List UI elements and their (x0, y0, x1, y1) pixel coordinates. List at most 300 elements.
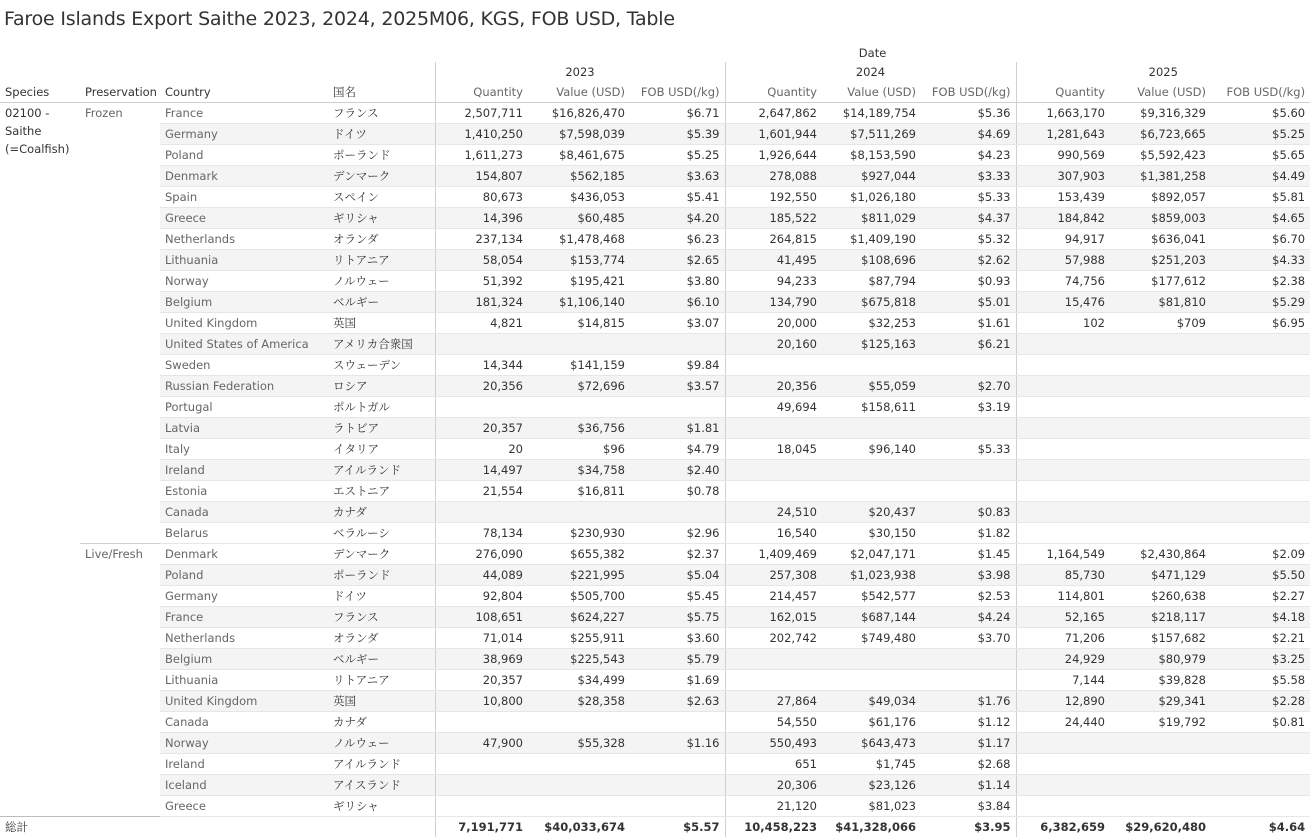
value-cell-2023: $16,811 (528, 481, 630, 502)
fob-cell-2023 (630, 397, 725, 418)
total-fob-2025: $4.64 (1211, 817, 1310, 837)
value-cell-2024: $8,153,590 (822, 145, 921, 166)
fob-cell-2024: $1.61 (921, 313, 1016, 334)
table-row (0, 460, 1310, 481)
species-label-line: (=Coalfish) (5, 140, 75, 158)
fob-cell-2024: $4.69 (921, 124, 1016, 145)
country-cell: Greece (160, 208, 328, 229)
value-cell-2024 (822, 481, 921, 502)
value-cell-2023: $1,478,468 (528, 229, 630, 250)
year-header-2025: 2025 (1016, 62, 1310, 82)
quantity-cell-2024: 202,742 (725, 628, 822, 649)
table-body (0, 103, 1310, 837)
quantity-cell-2025: 1,281,643 (1016, 124, 1110, 145)
total-quantity-2025: 6,382,659 (1016, 817, 1110, 837)
jp-name-cell: デンマーク (328, 166, 435, 187)
fob-cell-2024: $2.62 (921, 250, 1016, 271)
fob-cell-2023: $1.16 (630, 733, 725, 754)
jp-name-cell: アイルランド (328, 460, 435, 481)
fob-cell-2025: $5.81 (1211, 187, 1310, 208)
jp-name-cell: ロシア (328, 376, 435, 397)
value-cell-2023: $624,227 (528, 607, 630, 628)
quantity-cell-2024: 27,864 (725, 691, 822, 712)
quantity-cell-2023: 14,396 (435, 208, 528, 229)
page-title: Faroe Islands Export Saithe 2023, 2024, 2025M06, KGS, FOB USD, Table (4, 8, 675, 30)
country-column-header: Country (160, 82, 328, 103)
total-fob-2023: $5.57 (630, 817, 725, 837)
country-cell: Canada (160, 502, 328, 523)
table-row (0, 628, 1310, 649)
jp-name-cell: スペイン (328, 187, 435, 208)
fob-cell-2024: $1.45 (921, 544, 1016, 565)
value-cell-2023: $16,826,470 (528, 103, 630, 124)
quantity-cell-2023 (435, 754, 528, 775)
quantity-cell-2023: 4,821 (435, 313, 528, 334)
fob-cell-2025 (1211, 397, 1310, 418)
table-row (0, 607, 1310, 628)
country-cell: Canada (160, 712, 328, 733)
value-cell-2025: $1,381,258 (1110, 166, 1211, 187)
fob-cell-2024: $0.93 (921, 271, 1016, 292)
quantity-cell-2023: 20 (435, 439, 528, 460)
table-row (0, 565, 1310, 586)
fob-cell-2025: $0.81 (1211, 712, 1310, 733)
header-column-row (0, 82, 1310, 103)
jp-name-cell: オランダ (328, 628, 435, 649)
value-cell-2023 (528, 754, 630, 775)
country-cell: Netherlands (160, 229, 328, 250)
value-cell-2023 (528, 397, 630, 418)
value-cell-2025 (1110, 523, 1211, 544)
value-cell-2024: $811,029 (822, 208, 921, 229)
country-cell: France (160, 103, 328, 124)
quantity-cell-2025: 57,988 (1016, 250, 1110, 271)
table-row (0, 103, 1310, 124)
quantity-cell-2023: 181,324 (435, 292, 528, 313)
fob-cell-2023: $5.79 (630, 649, 725, 670)
fob-cell-2023: $5.04 (630, 565, 725, 586)
jp-name-cell: ポーランド (328, 565, 435, 586)
fob-cell-2023: $2.96 (630, 523, 725, 544)
jp-name-cell: ギリシャ (328, 208, 435, 229)
table-row (0, 691, 1310, 712)
country-cell: Portugal (160, 397, 328, 418)
quantity-cell-2025: 15,476 (1016, 292, 1110, 313)
value-cell-2024 (822, 460, 921, 481)
value-cell-2023: $14,815 (528, 313, 630, 334)
jp-name-column-header: 国名 (328, 82, 435, 103)
quantity-cell-2025: 94,917 (1016, 229, 1110, 250)
fob-cell-2023: $3.57 (630, 376, 725, 397)
fob-cell-2025: $5.58 (1211, 670, 1310, 691)
fob-cell-2024: $2.68 (921, 754, 1016, 775)
country-cell: Denmark (160, 166, 328, 187)
total-value-2024: $41,328,066 (822, 817, 921, 837)
quantity-cell-2025: 1,164,549 (1016, 544, 1110, 565)
table-row (0, 523, 1310, 544)
table-row (0, 124, 1310, 145)
quantity-cell-2024 (725, 481, 822, 502)
quantity-cell-2023 (435, 712, 528, 733)
country-cell: Poland (160, 565, 328, 586)
fob-cell-2023: $5.25 (630, 145, 725, 166)
value-cell-2023: $7,598,039 (528, 124, 630, 145)
value-cell-2025: $6,723,665 (1110, 124, 1211, 145)
quantity-cell-2024: 192,550 (725, 187, 822, 208)
country-cell: United Kingdom (160, 691, 328, 712)
fob-cell-2024: $3.98 (921, 565, 1016, 586)
fob-cell-2023: $4.79 (630, 439, 725, 460)
value-cell-2025: $892,057 (1110, 187, 1211, 208)
species-label-line: 02100 - (5, 104, 75, 122)
table-row (0, 796, 1310, 817)
preservation-cell: Frozen (80, 103, 160, 544)
value-header-2024: Value (USD) (822, 82, 921, 103)
country-cell: Italy (160, 439, 328, 460)
quantity-cell-2023: 237,134 (435, 229, 528, 250)
fob-cell-2025: $2.21 (1211, 628, 1310, 649)
value-cell-2025 (1110, 796, 1211, 817)
fob-cell-2024 (921, 649, 1016, 670)
quantity-cell-2024: 214,457 (725, 586, 822, 607)
fob-cell-2023: $1.81 (630, 418, 725, 439)
value-cell-2024: $158,611 (822, 397, 921, 418)
quantity-cell-2025: 12,890 (1016, 691, 1110, 712)
country-cell: Latvia (160, 418, 328, 439)
quantity-cell-2024: 257,308 (725, 565, 822, 586)
value-cell-2023 (528, 334, 630, 355)
fob-cell-2023: $6.23 (630, 229, 725, 250)
value-cell-2023: $195,421 (528, 271, 630, 292)
table-row (0, 313, 1310, 334)
total-quantity-2024: 10,458,223 (725, 817, 822, 837)
quantity-cell-2024: 2,647,862 (725, 103, 822, 124)
table-row (0, 775, 1310, 796)
fob-cell-2023: $2.40 (630, 460, 725, 481)
quantity-cell-2024: 41,495 (725, 250, 822, 271)
value-cell-2025: $9,316,329 (1110, 103, 1211, 124)
country-cell: Sweden (160, 355, 328, 376)
fob-cell-2025: $3.25 (1211, 649, 1310, 670)
value-cell-2023: $96 (528, 439, 630, 460)
value-cell-2025 (1110, 334, 1211, 355)
fob-cell-2024: $5.32 (921, 229, 1016, 250)
quantity-cell-2025: 71,206 (1016, 628, 1110, 649)
value-cell-2024: $749,480 (822, 628, 921, 649)
quantity-cell-2023: 20,357 (435, 418, 528, 439)
quantity-cell-2024 (725, 649, 822, 670)
jp-name-cell: リトアニア (328, 250, 435, 271)
value-cell-2023: $562,185 (528, 166, 630, 187)
fob-cell-2025 (1211, 733, 1310, 754)
quantity-cell-2024: 18,045 (725, 439, 822, 460)
fob-cell-2025 (1211, 439, 1310, 460)
country-cell: Denmark (160, 544, 328, 565)
table-row (0, 145, 1310, 166)
fob-cell-2024: $3.33 (921, 166, 1016, 187)
fob-cell-2024 (921, 670, 1016, 691)
table-row (0, 229, 1310, 250)
value-cell-2025: $709 (1110, 313, 1211, 334)
country-cell: Lithuania (160, 670, 328, 691)
quantity-cell-2023 (435, 796, 528, 817)
quantity-cell-2023: 58,054 (435, 250, 528, 271)
grand-total-label: 総計 (0, 817, 435, 837)
quantity-cell-2024: 24,510 (725, 502, 822, 523)
table-row (0, 502, 1310, 523)
value-cell-2025: $157,682 (1110, 628, 1211, 649)
fob-cell-2023: $5.75 (630, 607, 725, 628)
jp-name-cell: 英国 (328, 313, 435, 334)
country-cell: Norway (160, 271, 328, 292)
value-cell-2025: $80,979 (1110, 649, 1211, 670)
quantity-cell-2025: 307,903 (1016, 166, 1110, 187)
value-cell-2025: $5,592,423 (1110, 145, 1211, 166)
fob-cell-2023: $1.69 (630, 670, 725, 691)
fob-cell-2023: $9.84 (630, 355, 725, 376)
fob-cell-2025 (1211, 334, 1310, 355)
jp-name-cell: スウェーデン (328, 355, 435, 376)
fob-cell-2025: $4.49 (1211, 166, 1310, 187)
value-cell-2024 (822, 670, 921, 691)
value-cell-2025: $251,203 (1110, 250, 1211, 271)
fob-cell-2025: $5.65 (1211, 145, 1310, 166)
fob-cell-2025 (1211, 460, 1310, 481)
value-cell-2024: $542,577 (822, 586, 921, 607)
table-row (0, 733, 1310, 754)
value-cell-2025 (1110, 439, 1211, 460)
species-cell (0, 103, 80, 817)
value-cell-2025: $859,003 (1110, 208, 1211, 229)
value-cell-2025: $2,430,864 (1110, 544, 1211, 565)
table-row (0, 481, 1310, 502)
quantity-cell-2024: 278,088 (725, 166, 822, 187)
country-cell: Netherlands (160, 628, 328, 649)
value-header-2025: Value (USD) (1110, 82, 1211, 103)
fob-cell-2023: $5.45 (630, 586, 725, 607)
country-cell: Norway (160, 733, 328, 754)
value-cell-2025 (1110, 775, 1211, 796)
jp-name-cell: ノルウェー (328, 733, 435, 754)
value-cell-2024: $87,794 (822, 271, 921, 292)
fob-cell-2025: $2.09 (1211, 544, 1310, 565)
quantity-cell-2025 (1016, 439, 1110, 460)
fob-cell-2024: $1.12 (921, 712, 1016, 733)
value-cell-2023: $141,159 (528, 355, 630, 376)
value-cell-2025: $19,792 (1110, 712, 1211, 733)
fob-cell-2024: $3.70 (921, 628, 1016, 649)
quantity-cell-2025 (1016, 397, 1110, 418)
country-cell: Germany (160, 124, 328, 145)
grand-total-row (0, 817, 1310, 837)
quantity-cell-2024: 264,815 (725, 229, 822, 250)
fob-cell-2025 (1211, 355, 1310, 376)
fob-cell-2025: $5.29 (1211, 292, 1310, 313)
fob-cell-2023: $2.65 (630, 250, 725, 271)
quantity-cell-2023: 154,807 (435, 166, 528, 187)
quantity-cell-2025 (1016, 754, 1110, 775)
fob-cell-2023 (630, 712, 725, 733)
preservation-cell: Live/Fresh (80, 544, 160, 817)
value-cell-2023: $153,774 (528, 250, 630, 271)
quantity-cell-2025 (1016, 334, 1110, 355)
value-cell-2024: $675,818 (822, 292, 921, 313)
quantity-cell-2024: 185,522 (725, 208, 822, 229)
fob-cell-2024: $5.36 (921, 103, 1016, 124)
quantity-header-2025: Quantity (1016, 82, 1110, 103)
quantity-header-2023: Quantity (435, 82, 528, 103)
table-row (0, 397, 1310, 418)
fob-cell-2023 (630, 796, 725, 817)
fob-header-2025: FOB USD(/kg) (1211, 82, 1310, 103)
quantity-cell-2025: 24,929 (1016, 649, 1110, 670)
value-cell-2025 (1110, 754, 1211, 775)
value-cell-2023: $255,911 (528, 628, 630, 649)
fob-cell-2025 (1211, 376, 1310, 397)
quantity-cell-2025: 85,730 (1016, 565, 1110, 586)
fob-cell-2023: $0.78 (630, 481, 725, 502)
fob-cell-2024: $5.33 (921, 187, 1016, 208)
fob-cell-2024 (921, 355, 1016, 376)
fob-cell-2024 (921, 418, 1016, 439)
fob-cell-2025 (1211, 502, 1310, 523)
table-row (0, 166, 1310, 187)
country-cell: Belarus (160, 523, 328, 544)
country-cell: Poland (160, 145, 328, 166)
country-cell: Belgium (160, 292, 328, 313)
value-cell-2023: $28,358 (528, 691, 630, 712)
value-cell-2023: $436,053 (528, 187, 630, 208)
value-cell-2023 (528, 775, 630, 796)
quantity-header-2024: Quantity (725, 82, 822, 103)
fob-cell-2024: $4.23 (921, 145, 1016, 166)
fob-cell-2023: $4.20 (630, 208, 725, 229)
header-date-row (0, 44, 1310, 62)
fob-cell-2023: $3.07 (630, 313, 725, 334)
jp-name-cell: オランダ (328, 229, 435, 250)
value-cell-2023 (528, 712, 630, 733)
jp-name-cell: ポルトガル (328, 397, 435, 418)
fob-cell-2025: $2.38 (1211, 271, 1310, 292)
value-cell-2025: $177,612 (1110, 271, 1211, 292)
jp-name-cell: イタリア (328, 439, 435, 460)
country-cell: Lithuania (160, 250, 328, 271)
jp-name-cell: ドイツ (328, 124, 435, 145)
total-quantity-2023: 7,191,771 (435, 817, 528, 837)
value-header-2023: Value (USD) (528, 82, 630, 103)
quantity-cell-2023: 1,410,250 (435, 124, 528, 145)
fob-cell-2023: $6.71 (630, 103, 725, 124)
jp-name-cell: ラトビア (328, 418, 435, 439)
quantity-cell-2023: 276,090 (435, 544, 528, 565)
total-value-2023: $40,033,674 (528, 817, 630, 837)
quantity-cell-2025: 184,842 (1016, 208, 1110, 229)
quantity-cell-2023: 1,611,273 (435, 145, 528, 166)
quantity-cell-2024 (725, 670, 822, 691)
jp-name-cell: フランス (328, 607, 435, 628)
fob-cell-2023: $3.80 (630, 271, 725, 292)
quantity-cell-2023: 20,357 (435, 670, 528, 691)
value-cell-2023: $34,758 (528, 460, 630, 481)
fob-cell-2023: $5.39 (630, 124, 725, 145)
jp-name-cell: エストニア (328, 481, 435, 502)
quantity-cell-2024: 1,926,644 (725, 145, 822, 166)
fob-cell-2025 (1211, 418, 1310, 439)
quantity-cell-2025 (1016, 733, 1110, 754)
country-cell: France (160, 607, 328, 628)
value-cell-2025: $218,117 (1110, 607, 1211, 628)
value-cell-2024 (822, 649, 921, 670)
fob-cell-2023: $5.41 (630, 187, 725, 208)
fob-cell-2025: $5.50 (1211, 565, 1310, 586)
quantity-cell-2025 (1016, 418, 1110, 439)
fob-cell-2024: $3.84 (921, 796, 1016, 817)
value-cell-2023 (528, 796, 630, 817)
value-cell-2023: $221,995 (528, 565, 630, 586)
fob-cell-2023: $2.37 (630, 544, 725, 565)
jp-name-cell: ポーランド (328, 145, 435, 166)
quantity-cell-2023 (435, 502, 528, 523)
value-cell-2024: $125,163 (822, 334, 921, 355)
country-cell: Greece (160, 796, 328, 817)
fob-cell-2025 (1211, 796, 1310, 817)
value-cell-2025: $636,041 (1110, 229, 1211, 250)
fob-header-2024: FOB USD(/kg) (921, 82, 1016, 103)
quantity-cell-2024: 20,306 (725, 775, 822, 796)
fob-cell-2023: $2.63 (630, 691, 725, 712)
quantity-cell-2023: 108,651 (435, 607, 528, 628)
fob-cell-2023 (630, 754, 725, 775)
value-cell-2024: $32,253 (822, 313, 921, 334)
crosstab-table (0, 44, 1310, 837)
quantity-cell-2024 (725, 355, 822, 376)
quantity-cell-2025 (1016, 523, 1110, 544)
quantity-cell-2023: 14,344 (435, 355, 528, 376)
fob-cell-2024: $2.53 (921, 586, 1016, 607)
value-cell-2024: $1,023,938 (822, 565, 921, 586)
fob-cell-2024: $0.83 (921, 502, 1016, 523)
quantity-cell-2023 (435, 334, 528, 355)
value-cell-2024: $96,140 (822, 439, 921, 460)
quantity-cell-2025: 102 (1016, 313, 1110, 334)
fob-cell-2025: $4.18 (1211, 607, 1310, 628)
jp-name-cell: カナダ (328, 712, 435, 733)
value-cell-2024: $643,473 (822, 733, 921, 754)
table-row (0, 271, 1310, 292)
value-cell-2024: $687,144 (822, 607, 921, 628)
country-cell: Russian Federation (160, 376, 328, 397)
quantity-cell-2025: 7,144 (1016, 670, 1110, 691)
value-cell-2024 (822, 418, 921, 439)
value-cell-2023: $60,485 (528, 208, 630, 229)
quantity-cell-2024 (725, 418, 822, 439)
value-cell-2024: $927,044 (822, 166, 921, 187)
country-cell: Germany (160, 586, 328, 607)
fob-cell-2025: $5.60 (1211, 103, 1310, 124)
quantity-cell-2023: 38,969 (435, 649, 528, 670)
quantity-cell-2025: 52,165 (1016, 607, 1110, 628)
country-cell: Ireland (160, 460, 328, 481)
value-cell-2024: $14,189,754 (822, 103, 921, 124)
fob-cell-2025 (1211, 523, 1310, 544)
table-row (0, 439, 1310, 460)
jp-name-cell: ノルウェー (328, 271, 435, 292)
value-cell-2025 (1110, 460, 1211, 481)
fob-cell-2025: $6.70 (1211, 229, 1310, 250)
quantity-cell-2025: 24,440 (1016, 712, 1110, 733)
jp-name-cell: フランス (328, 103, 435, 124)
fob-cell-2023 (630, 334, 725, 355)
